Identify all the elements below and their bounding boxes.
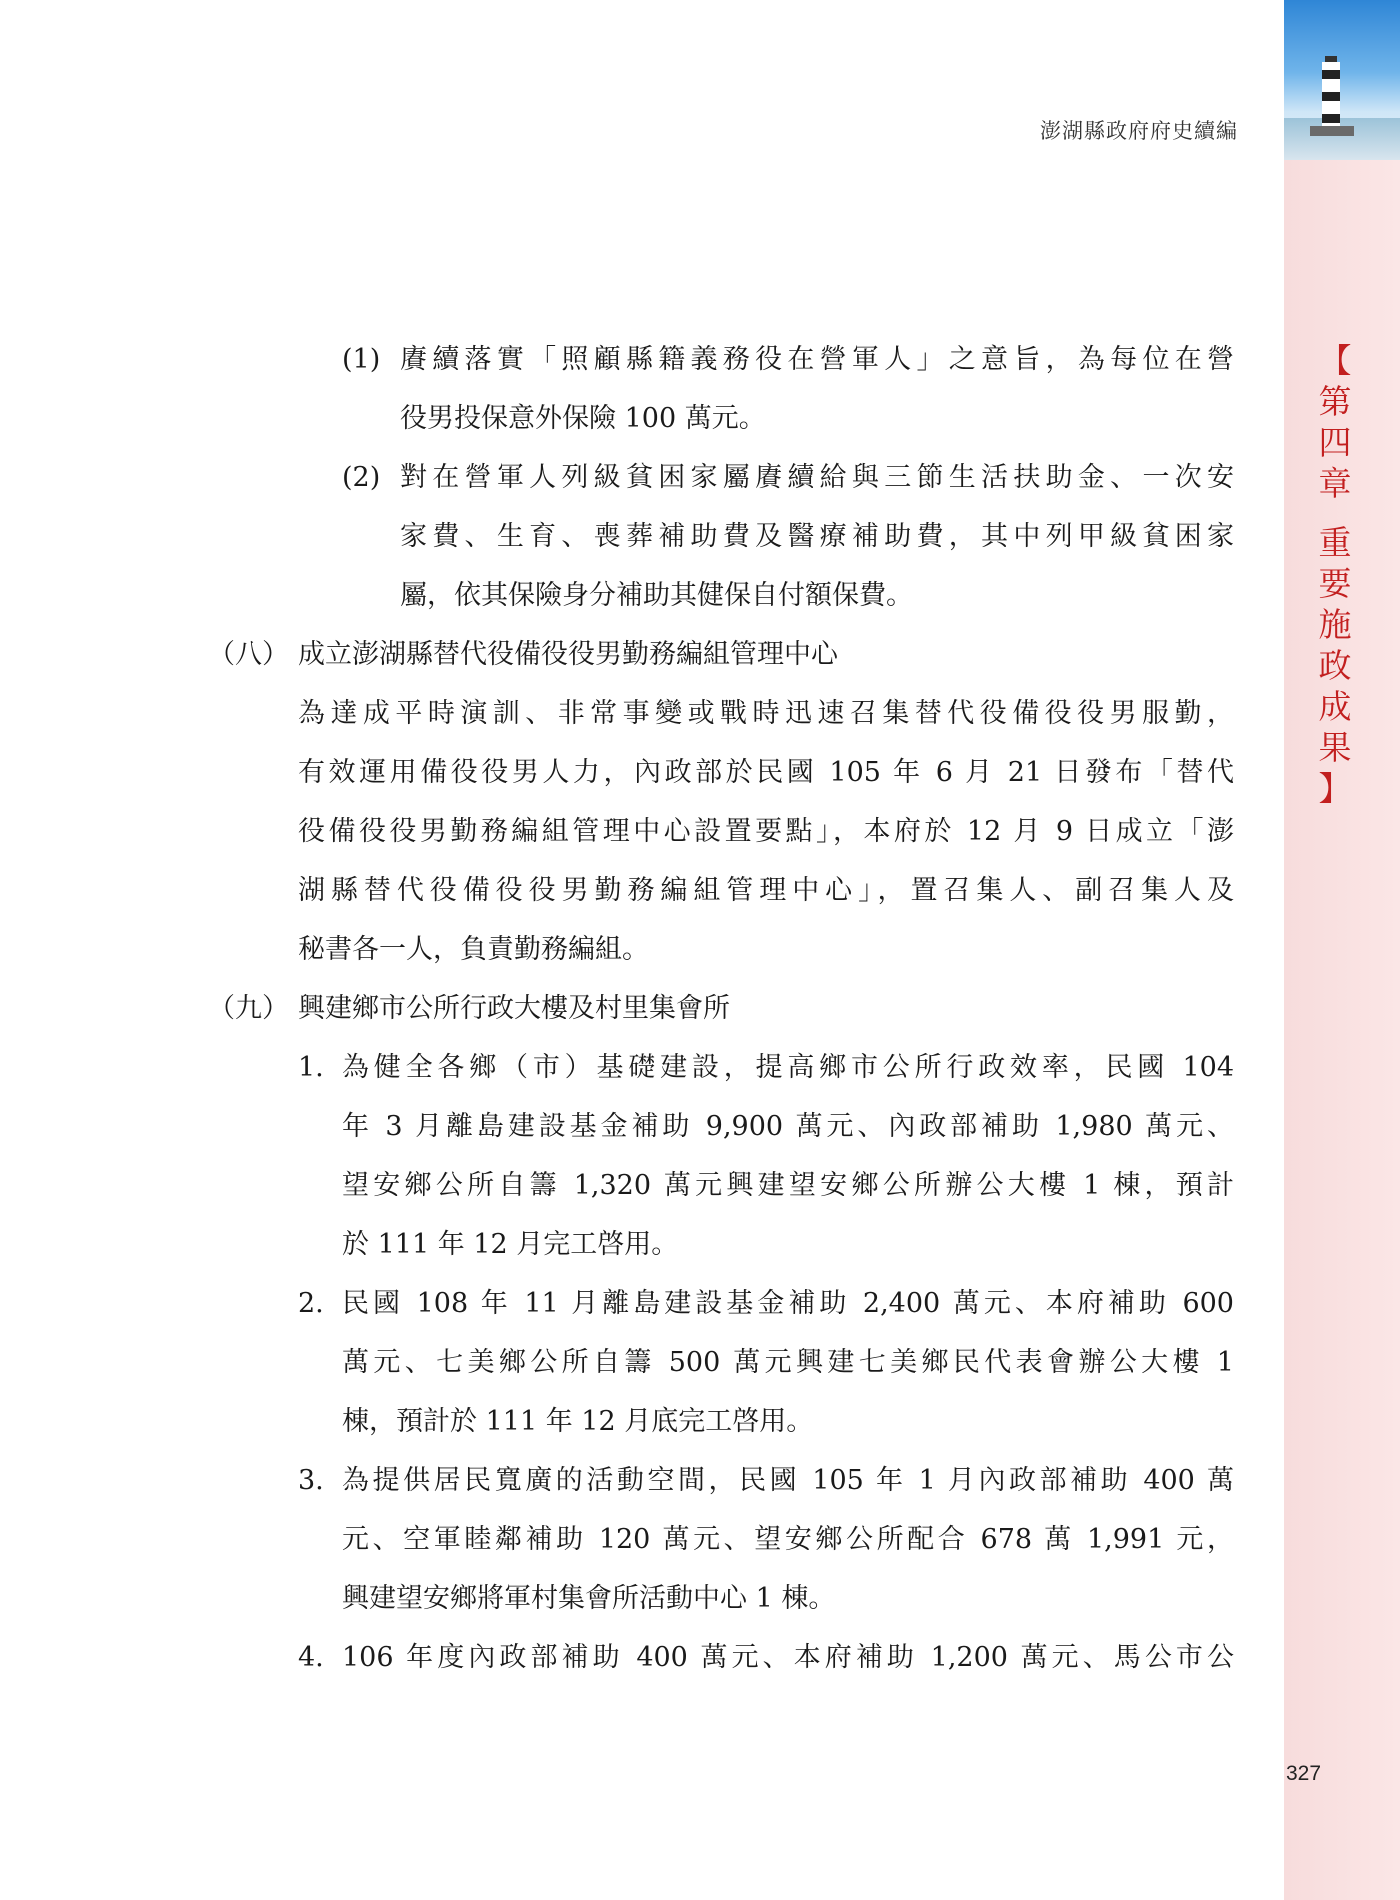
paragraph-line: 湖縣替代役備役役男勤務編組管理中心」，置召集人、副召集人及	[298, 875, 1234, 906]
running-header: 澎湖縣政府府史續編	[1040, 119, 1238, 143]
list-marker: 2.	[298, 1288, 324, 1319]
chapter-side-strip	[1284, 0, 1400, 1900]
paragraph-line: 民國 108 年 11 月離島建設基金補助 2,400 萬元、本府補助 600	[342, 1288, 1234, 1319]
chapter-char: 政	[1318, 646, 1352, 685]
chapter-char: 第	[1318, 382, 1352, 421]
paragraph-line: 106 年度內政部補助 400 萬元、本府補助 1,200 萬元、馬公市公	[342, 1642, 1234, 1673]
tower-stripe	[1322, 92, 1340, 101]
lighthouse-photo	[1284, 0, 1400, 160]
page-number: 327	[1286, 1762, 1322, 1785]
paragraph-line: 於 111 年 12 月完工啓用。	[342, 1229, 679, 1260]
paragraph-line: 賡續落實「照顧縣籍義務役在營軍人」之意旨，為每位在營	[400, 344, 1234, 375]
section-marker: （九）	[208, 993, 289, 1024]
list-marker: 1.	[298, 1052, 324, 1083]
chapter-char: 要	[1318, 564, 1352, 603]
paragraph-line: 為提供居民寬廣的活動空間，民國 105 年 1 月內政部補助 400 萬	[342, 1465, 1234, 1496]
chapter-char: 成	[1318, 687, 1352, 726]
tower-stripe	[1322, 70, 1340, 79]
paragraph-line: 棟，預計於 111 年 12 月底完工啓用。	[342, 1406, 814, 1437]
section-title: 成立澎湖縣替代役備役役男勤務編組管理中心	[298, 639, 838, 670]
paragraph-line: 有效運用備役役男人力，內政部於民國 105 年 6 月 21 日發布「替代	[298, 757, 1234, 788]
list-marker: (1)	[342, 344, 381, 375]
chapter-char: 四	[1318, 423, 1352, 462]
chapter-char: 果	[1318, 728, 1352, 767]
paragraph-line: 年 3 月離島建設基金補助 9,900 萬元、內政部補助 1,980 萬元、	[342, 1111, 1234, 1142]
sea-band	[1284, 118, 1400, 160]
lighthouse-base	[1310, 126, 1354, 136]
chapter-char: 】	[1318, 769, 1352, 808]
paragraph-line: 為達成平時演訓、非常事變或戰時迅速召集替代役備役役男服勤，	[298, 698, 1234, 729]
lighthouse-tower	[1322, 62, 1340, 130]
paragraph-line: 為健全各鄉（市）基礎建設，提高鄉市公所行政效率，民國 104	[342, 1052, 1234, 1083]
chapter-char: 【	[1318, 341, 1352, 380]
paragraph-line: 役備役役男勤務編組管理中心設置要點」，本府於 12 月 9 日成立「澎	[298, 816, 1234, 847]
chapter-char: 章	[1318, 464, 1352, 503]
section-title: 興建鄉市公所行政大樓及村里集會所	[298, 993, 730, 1024]
list-marker: 3.	[298, 1465, 324, 1496]
paragraph-line: 望安鄉公所自籌 1,320 萬元興建望安鄉公所辦公大樓 1 棟，預計	[342, 1170, 1234, 1201]
chapter-spacer	[1312, 504, 1358, 522]
chapter-tab	[1312, 340, 1358, 809]
chapter-char: 重	[1318, 523, 1352, 562]
section-marker: （八）	[208, 639, 289, 670]
paragraph-line: 家費、生育、喪葬補助費及醫療補助費，其中列甲級貧困家	[400, 521, 1234, 552]
paragraph-line: 秘書各一人，負責勤務編組。	[298, 934, 649, 965]
chapter-char: 施	[1318, 605, 1352, 644]
paragraph-line: 屬，依其保險身分補助其健保自付額保費。	[400, 580, 913, 611]
paragraph-line: 萬元、七美鄉公所自籌 500 萬元興建七美鄉民代表會辦公大樓 1	[342, 1347, 1234, 1378]
list-marker: (2)	[342, 462, 381, 493]
tower-stripe	[1322, 114, 1340, 123]
paragraph-line: 對在營軍人列級貧困家屬賡續給與三節生活扶助金、一次安	[400, 462, 1234, 493]
paragraph-line: 役男投保意外保險 100 萬元。	[400, 403, 766, 434]
paragraph-line: 興建望安鄉將軍村集會所活動中心 1 棟。	[342, 1583, 836, 1614]
paragraph-line: 元、空軍睦鄰補助 120 萬元、望安鄉公所配合 678 萬 1,991 元，	[342, 1524, 1234, 1555]
list-marker: 4.	[298, 1642, 324, 1673]
